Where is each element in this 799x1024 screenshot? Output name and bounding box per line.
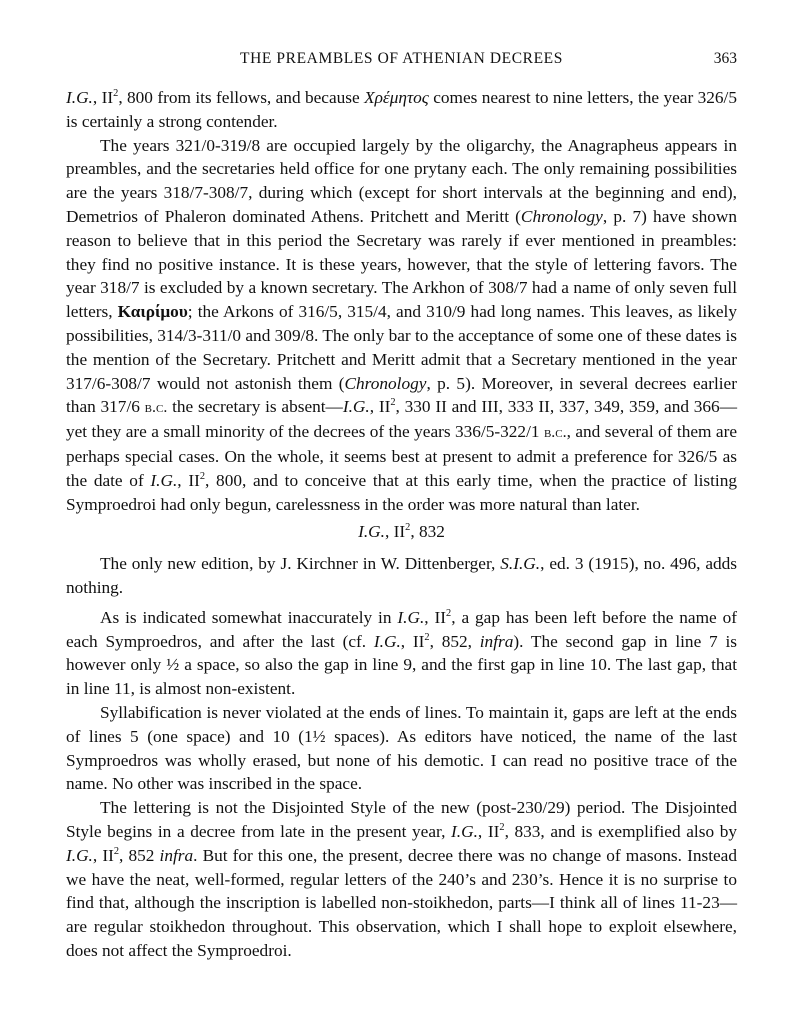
text-run: infra bbox=[479, 631, 514, 651]
text-run: , p. 5). Moreover, in several decrees earlier than 317/6 bbox=[66, 373, 737, 417]
text-run: comes nearest to nine letters, the year 326/5 is certainly a strong contender. bbox=[66, 88, 737, 131]
text-run: , II bbox=[177, 470, 200, 490]
text-run: infra bbox=[159, 845, 194, 865]
running-title: THE PREAMBLES OF ATHENIAN DECREES bbox=[240, 50, 563, 67]
text-run: , 832 bbox=[410, 522, 445, 542]
text-run: , ed. 3 (1915), no. 496, adds nothing. bbox=[66, 554, 737, 597]
text-run: , and several of them are perhaps special cases. On the whole, it seems best at present to admit a preference for 326/5 as the date of bbox=[66, 422, 737, 490]
text-run: 2 bbox=[446, 607, 452, 619]
text-run: , a gap has been left before the name of each Symproedros, and after the last (cf. bbox=[66, 607, 737, 651]
text-run: , 852, bbox=[429, 631, 480, 651]
text-run: S.I.G. bbox=[500, 554, 541, 574]
text-run: 2 bbox=[390, 397, 396, 409]
text-run: Syllabification is never violated at the ends of lines. To maintain it, gaps are left at the ends of lines 5 (one space) and 10 (1½ spaces). As editors have noticed, the name of the last Symproedros was wholly erased, but none of his demotic. I can read no positive trace of the name. No other was inscribed in the space. bbox=[66, 702, 737, 794]
text-run: 2 bbox=[113, 845, 120, 857]
text-run: . But for this one, the present, decree there was no change of masons. Instead we have the neat, well-formed, regular letters of the 240’s and 230’s. Hence it is no surprise to find that, although the inscription is labelled non-stoikhedon, parts—I think all of lines 11-23—are regular stoikhedon throughout. This observation, which I shall hope to exploit elsewhere, does not affect the Symproedroi. bbox=[66, 845, 737, 960]
paragraph bbox=[66, 86, 737, 134]
text-run: , II bbox=[424, 607, 447, 627]
section-heading bbox=[66, 520, 737, 544]
text-run: The only new edition, by J. Kirchner in W. Dittenberger, bbox=[100, 554, 501, 574]
text-run: I.G. bbox=[66, 88, 93, 107]
text-run: Καιρίμου bbox=[117, 302, 188, 322]
text-run: , II bbox=[400, 631, 425, 651]
text-run: , 852 bbox=[119, 845, 160, 865]
text-run: The years 321/0-319/8 are occupied largely by the oligarchy, the Anagrapheus appears in preambles, and the secretaries held office for one prytany each. The only remaining possibilities are the years 318/7-308/7, during which (except for short intervals at the beginning and end), Demetrios of Phaleron dominated Athens. Pritchett and Meritt ( bbox=[66, 135, 737, 226]
text-run: I.G. bbox=[358, 522, 385, 542]
text-run: , 800, and to conceive that at this early time, when the practice of listing Symproedroi had only begun, carelessness in the order was more natural than later. bbox=[66, 470, 737, 514]
text-run: , II bbox=[384, 522, 406, 542]
paragraph bbox=[66, 701, 737, 796]
text-run: I.G. bbox=[397, 607, 425, 627]
running-header bbox=[66, 50, 737, 74]
text-run: the secretary is absent— bbox=[167, 397, 343, 417]
text-run: 2 bbox=[405, 522, 411, 534]
text-run: 2 bbox=[424, 631, 430, 643]
text-run: , 800 from its fellows, and because bbox=[118, 88, 365, 107]
page-number: 363 bbox=[713, 50, 737, 67]
text-run: b.c. bbox=[543, 424, 567, 442]
paragraph bbox=[66, 606, 737, 701]
text-run: As is indicated somewhat inaccurately in bbox=[100, 607, 398, 627]
text-run: I.G. bbox=[451, 821, 478, 841]
text-run: , 833, and is exemplified also by bbox=[504, 821, 737, 841]
text-run: , II bbox=[369, 397, 391, 417]
text-run: I.G. bbox=[342, 397, 370, 417]
text-run: Χρέμητος bbox=[364, 88, 429, 107]
text-run: ; the Arkons of 316/5, 315/4, and 310/9 had long names. This leaves, as likely possibilities, 314/3-311/0 and 309/8. The only bar to the acceptance of some one of these dates is the mention of the Secretary. Pritchett and Meritt admit that a Secretary mentioned in the year 317/6-308/7 would not astonish them ( bbox=[66, 302, 737, 393]
article-body bbox=[66, 86, 737, 963]
paragraph bbox=[66, 796, 737, 963]
paragraph bbox=[66, 134, 737, 517]
text-run: Chronology bbox=[520, 206, 603, 226]
text-run: , II bbox=[92, 88, 114, 107]
text-run: The lettering is not the Disjointed Style of the new (post-230/29) period. The Disjointed Style begins in a decree from late in the present year, bbox=[66, 798, 737, 841]
paragraph bbox=[66, 552, 737, 600]
text-run: , II bbox=[477, 821, 500, 841]
text-run: 2 bbox=[199, 470, 206, 482]
text-run: 2 bbox=[499, 822, 505, 834]
text-run: b.c. bbox=[144, 399, 168, 417]
text-run: , II bbox=[92, 845, 114, 865]
text-run: I.G. bbox=[373, 631, 401, 651]
text-run: I.G. bbox=[150, 470, 178, 490]
text-run: , p. 7) have shown reason to believe that in this period the Secretary was rarely if ever mentioned in preambles: they find no positive instance. It is these years, however, that the style of lettering favors. The year 318/7 is excluded by a known secretary. The Arkhon of 308/7 had a name of only seven full letters, bbox=[66, 206, 737, 322]
text-run: 2 bbox=[113, 88, 119, 100]
text-run: Chronology bbox=[344, 373, 427, 393]
text-run: , 330 II and III, 333 II, 337, 349, 359, and 366—yet they are a small minority of the decrees of the years 336/5-322/1 bbox=[66, 397, 737, 442]
text-run: I.G. bbox=[66, 845, 93, 865]
text-run: ). The second gap in line 7 is however only ½ a space, so also the gap in line 9, and the first gap in line 10. The last gap, that in line 11, is almost non-existent. bbox=[66, 631, 737, 699]
